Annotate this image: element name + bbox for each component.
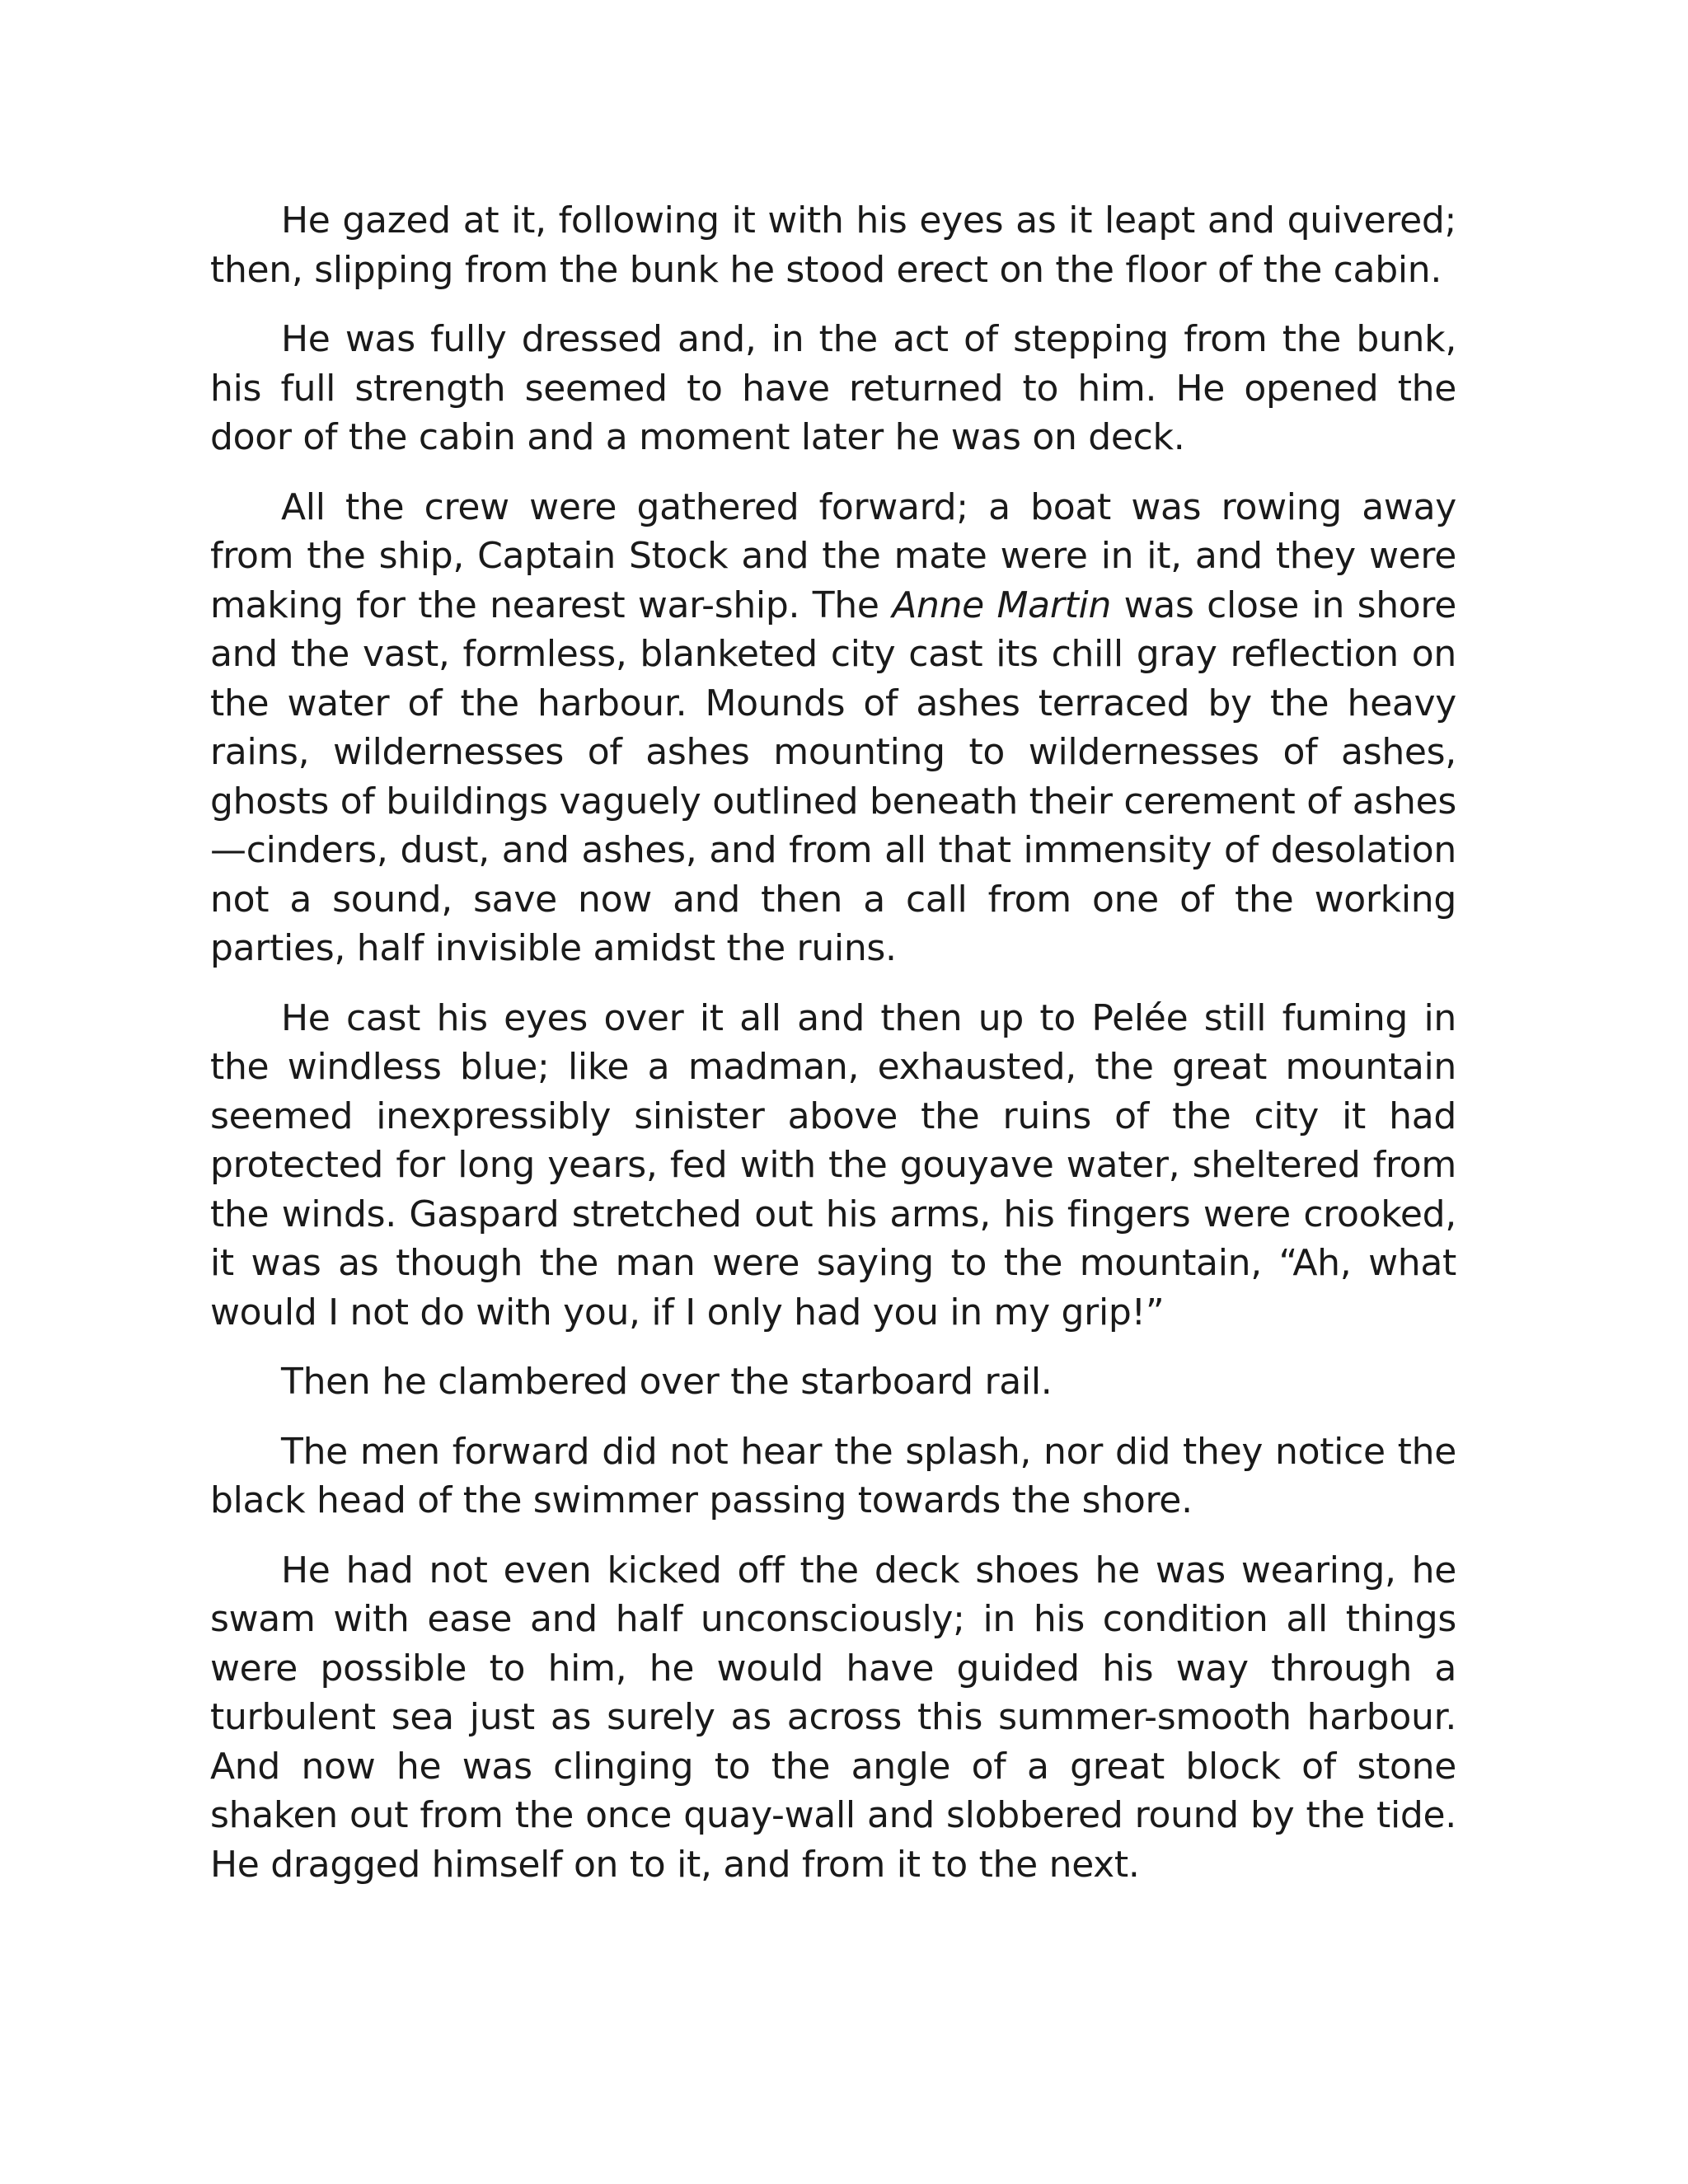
paragraph-3-text-end: was close in shore and the vast, formless, blanketed city cast its chill gray reflection on the water of the harbour. Mounds of ashes terraced by the heavy rains, wildernesses of ashes mounting to wildernesses of ashes, ghosts of buildings vaguely outlined beneath their cerement of ashes —cinders, dust, and ashes, and from all that immensity of desolation not a sound, save now and then a call from one of the working parties, half invisible amidst the ruins. — [210, 583, 1456, 969]
paragraph-3 — [210, 483, 1456, 973]
paragraph-5: Then he clambered over the starboard rail. — [281, 1361, 1053, 1403]
paragraph-4: He cast his eyes over it all and then up to Pelée still fuming in the windless blue; like a madman, exhausted, the great mountain seemed inexpressibly sinister above the ruins of the city it had protected for long years, fed with the gouyave water, sheltered from the winds. Gaspard stretched out his arms, his fingers were crooked, it was as though the man were saying to the mountain, “Ah, what would I not do with you, if I only had you in my grip!” — [210, 996, 1456, 1333]
ship-name-italic: Anne Martin — [892, 583, 1112, 626]
document-page — [210, 196, 1456, 1910]
paragraph-7: He had not even kicked off the deck shoes he was wearing, he swam with ease and half unconsciously; in his condition all things were possible to him, he would have guided his way through a turbulent sea just as surely as across this summer-smooth harbour. And now he was clinging to the angle of a great block of stone shaken out from the once quay-wall and slobbered round by the tide. He dragged himself on to it, and from it to the next. — [210, 1549, 1456, 1886]
paragraph-2: He was fully dressed and, in the act of stepping from the bunk, his full strength seemed to have returned to him. He opened the door of the cabin and a moment later he was on deck. — [210, 318, 1456, 458]
paragraph-6: The men forward did not hear the splash, nor did they notice the black head of the swimmer passing towards the shore. — [210, 1430, 1456, 1521]
paragraph-3-text-start: All the crew were gathered forward; a boat was rowing away from the ship, Captain Stock and the mate were in it, and they were making for the nearest war-ship. The — [210, 485, 1456, 626]
paragraph-1: He gazed at it, following it with his eyes as it leapt and quivered; then, slipping from the bunk he stood erect on the floor of the cabin. — [210, 199, 1456, 291]
